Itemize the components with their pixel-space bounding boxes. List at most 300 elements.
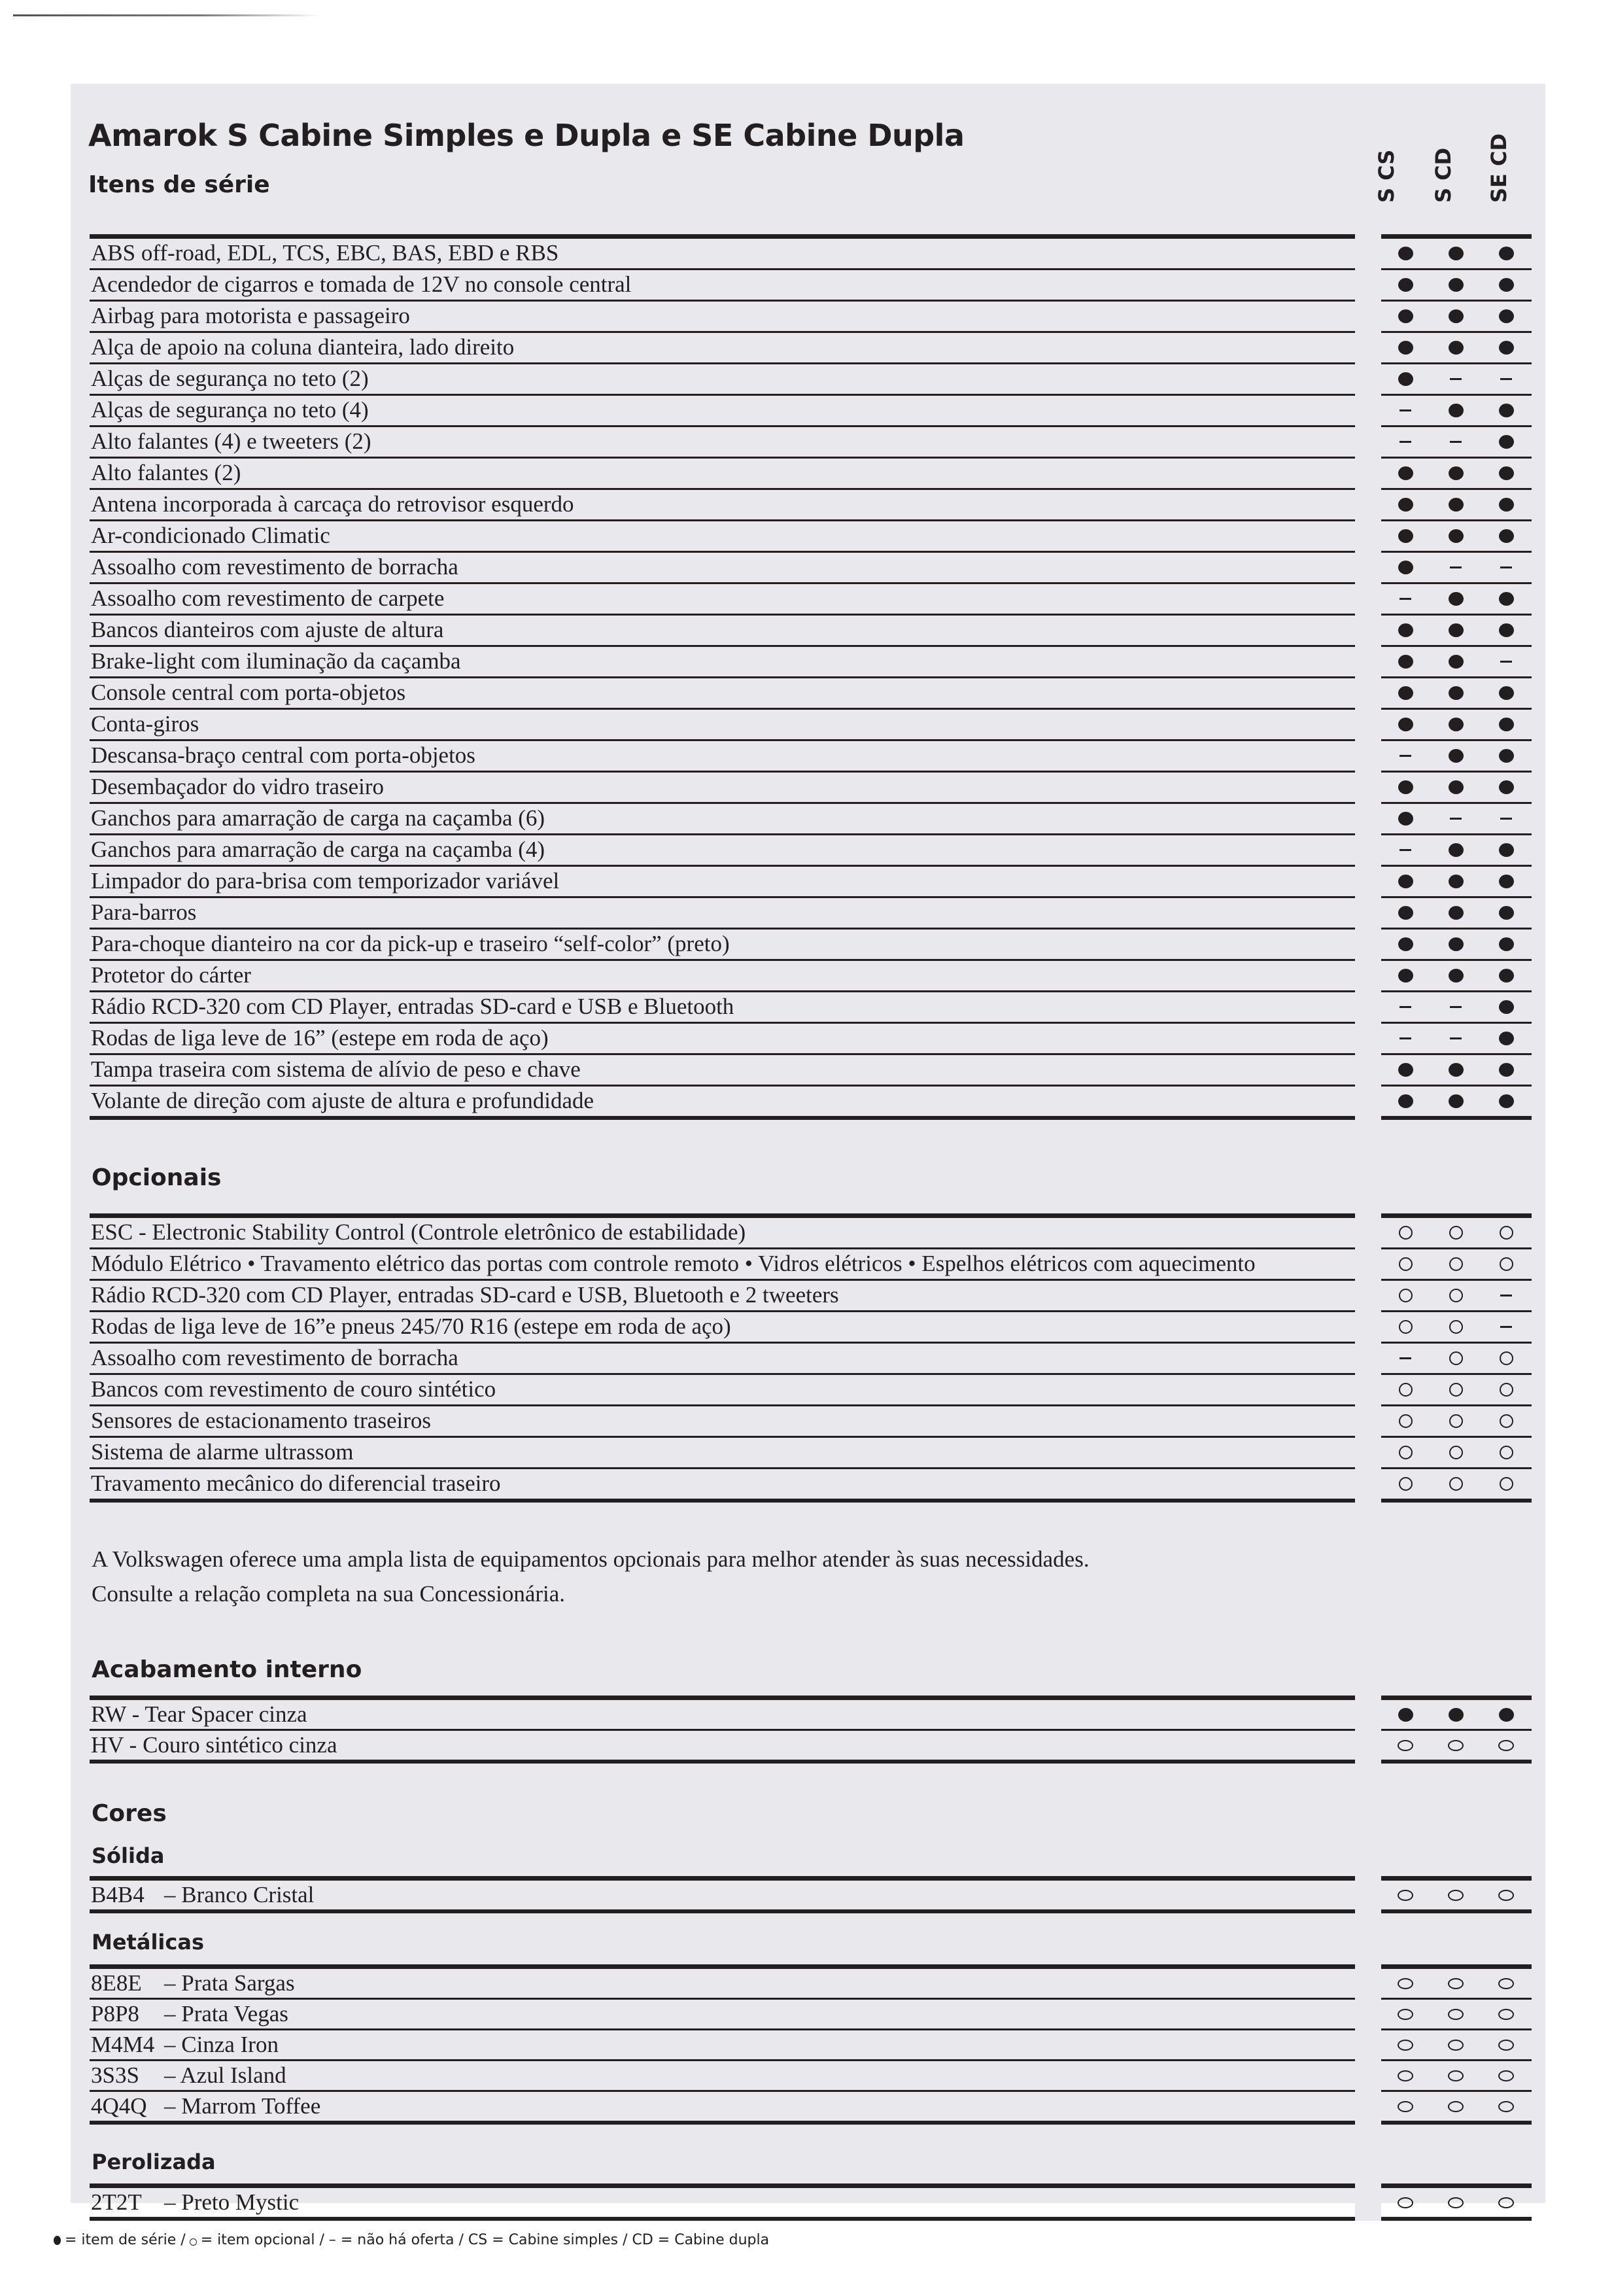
optional-ring-icon bbox=[1396, 1885, 1415, 1905]
column-header-label: S CS bbox=[1374, 149, 1399, 203]
standard-items-table bbox=[90, 234, 1532, 1120]
column-gap bbox=[1355, 333, 1381, 364]
row-label: Airbag para motorista e passageiro bbox=[91, 303, 410, 329]
colors-pearl-table bbox=[90, 2183, 1532, 2221]
standard-dot-glyph bbox=[1499, 341, 1514, 355]
standard-dot-glyph bbox=[1398, 906, 1413, 920]
availability-marks bbox=[1381, 778, 1532, 797]
optional-ring-glyph bbox=[1498, 1740, 1514, 1751]
availability-marks bbox=[1381, 872, 1532, 892]
availability-marks bbox=[1381, 1255, 1532, 1274]
standard-dot-icon bbox=[1446, 589, 1466, 609]
row-label: Protetor do cárter bbox=[91, 962, 251, 988]
column-gap bbox=[1355, 804, 1381, 835]
table-top-rule bbox=[90, 1964, 1532, 1969]
table-row bbox=[90, 427, 1532, 459]
optional-ring-glyph bbox=[1498, 2197, 1514, 2208]
availability-marks bbox=[1381, 809, 1532, 829]
optional-note bbox=[92, 1542, 1090, 1611]
standard-dot-glyph bbox=[1449, 623, 1464, 637]
row-label: Brake-light com iluminação da caçamba bbox=[91, 648, 461, 674]
column-gap bbox=[1355, 616, 1381, 647]
table-row bbox=[90, 1218, 1532, 1249]
standard-dot-glyph bbox=[1398, 875, 1413, 888]
availability-marks bbox=[1381, 715, 1532, 735]
standard-dot-glyph bbox=[1499, 466, 1514, 480]
standard-dot-icon bbox=[1446, 872, 1466, 892]
optional-ring-icon bbox=[1496, 2066, 1516, 2085]
section-title-standard: Itens de série bbox=[88, 171, 270, 198]
table-row bbox=[90, 2030, 1532, 2061]
standard-dot-icon bbox=[1446, 1060, 1466, 1080]
not-offered-dash-glyph bbox=[1399, 598, 1411, 600]
rule-segment bbox=[1381, 1696, 1532, 1700]
standard-dot-icon bbox=[1396, 966, 1415, 986]
legend-standard-text: = item de série / bbox=[65, 2232, 186, 2248]
row-label: Alças de segurança no teto (2) bbox=[91, 366, 369, 392]
table-row bbox=[90, 239, 1532, 270]
standard-dot-icon bbox=[1496, 621, 1516, 640]
not-offered-dash-glyph bbox=[1399, 755, 1411, 757]
column-gap bbox=[1355, 647, 1381, 678]
table-top-rule bbox=[90, 1876, 1532, 1881]
optional-ring-icon bbox=[1446, 1443, 1466, 1463]
standard-dot-glyph bbox=[1499, 718, 1514, 731]
not-offered-dash-icon bbox=[1446, 432, 1466, 452]
column-gap bbox=[1355, 396, 1381, 427]
optional-ring-icon bbox=[1496, 1474, 1516, 1494]
standard-dot-icon bbox=[1496, 684, 1516, 703]
not-offered-dash-icon bbox=[1446, 1029, 1466, 1049]
table-row bbox=[90, 616, 1532, 647]
column-gap bbox=[1355, 302, 1381, 333]
colors-solid-table bbox=[90, 1876, 1532, 1913]
column-gap bbox=[1355, 1375, 1381, 1406]
color-name: – Azul Island bbox=[164, 2062, 286, 2088]
optional-ring-icon bbox=[1446, 2035, 1466, 2055]
row-label: Desembaçador do vidro traseiro bbox=[91, 774, 385, 800]
table-row bbox=[90, 1881, 1532, 1913]
optional-ring-icon bbox=[1446, 1735, 1466, 1755]
availability-marks bbox=[1381, 841, 1532, 860]
optional-ring-glyph bbox=[1448, 2040, 1464, 2051]
column-gap bbox=[1355, 521, 1381, 553]
optional-ring-icon bbox=[1396, 2096, 1415, 2116]
standard-dot-icon bbox=[1496, 275, 1516, 295]
standard-dot-icon bbox=[1496, 715, 1516, 735]
table-row bbox=[90, 992, 1532, 1024]
optional-ring-icon bbox=[1396, 1380, 1415, 1400]
optional-ring-icon bbox=[1396, 1223, 1415, 1243]
row-label: Para-choque dianteiro na cor da pick-up e traseiro “self-color” (preto) bbox=[91, 931, 730, 957]
optional-ring-glyph bbox=[1498, 2040, 1514, 2051]
optional-ring-glyph bbox=[1448, 1890, 1464, 1901]
availability-marks bbox=[1381, 1735, 1532, 1755]
table-top-rule bbox=[90, 1213, 1532, 1218]
optional-ring-glyph bbox=[1399, 1414, 1413, 1428]
not-offered-dash-glyph bbox=[1500, 661, 1512, 663]
availability-marks bbox=[1381, 2035, 1532, 2055]
table-row bbox=[90, 364, 1532, 396]
column-gap bbox=[1355, 961, 1381, 992]
optional-ring-icon bbox=[1396, 2066, 1415, 2085]
optional-ring-icon bbox=[1396, 1443, 1415, 1463]
optional-ring-glyph bbox=[1448, 2197, 1464, 2208]
availability-marks bbox=[1381, 464, 1532, 483]
standard-dot-icon bbox=[1396, 715, 1415, 735]
availability-marks bbox=[1381, 966, 1532, 986]
standard-dot-icon bbox=[1396, 275, 1415, 295]
not-offered-dash-icon bbox=[1446, 809, 1466, 829]
standard-dot-icon bbox=[1396, 244, 1415, 264]
standard-dot-glyph bbox=[1398, 278, 1413, 292]
color-name: – Marrom Toffee bbox=[164, 2093, 321, 2119]
table-top-rule bbox=[90, 2183, 1532, 2188]
standard-dot-icon bbox=[1496, 432, 1516, 452]
standard-dot-icon bbox=[1396, 338, 1415, 358]
legend-optional-text: = item opcional / – = não há oferta / CS = Cabine simples / CD = Cabine dupla bbox=[200, 2232, 770, 2248]
optional-ring-glyph bbox=[1449, 1257, 1463, 1271]
optional-ring-glyph bbox=[1399, 1383, 1413, 1397]
color-code: B4B4 bbox=[91, 1881, 145, 1907]
standard-dot-icon bbox=[1446, 652, 1466, 672]
standard-dot-glyph bbox=[1398, 718, 1413, 731]
availability-marks bbox=[1381, 244, 1532, 264]
table-row bbox=[90, 490, 1532, 521]
table-row bbox=[90, 741, 1532, 773]
not-offered-dash-glyph bbox=[1450, 818, 1462, 820]
optional-ring-glyph bbox=[1449, 1289, 1463, 1302]
not-offered-dash-icon bbox=[1396, 401, 1415, 421]
optional-items-table bbox=[90, 1213, 1532, 1503]
rule-segment bbox=[1381, 1876, 1532, 1881]
optional-ring-glyph bbox=[1398, 2040, 1413, 2051]
optional-ring-icon bbox=[1446, 1317, 1466, 1337]
optional-ring-glyph bbox=[1398, 1890, 1413, 1901]
row-label: Tampa traseira com sistema de alívio de peso e chave bbox=[91, 1056, 581, 1083]
availability-marks bbox=[1381, 621, 1532, 640]
standard-dot-icon bbox=[1396, 1705, 1415, 1724]
column-gap bbox=[1355, 459, 1381, 490]
column-gap bbox=[1355, 553, 1381, 584]
optional-ring-icon bbox=[1396, 1735, 1415, 1755]
optional-ring-icon bbox=[1496, 1885, 1516, 1905]
standard-dot-icon bbox=[1446, 527, 1466, 546]
availability-marks bbox=[1381, 432, 1532, 452]
standard-dot-icon bbox=[1496, 841, 1516, 860]
availability-marks bbox=[1381, 1380, 1532, 1400]
standard-dot-glyph bbox=[1398, 623, 1413, 637]
standard-dot-glyph bbox=[1499, 278, 1514, 292]
row-label: Travamento mecânico do diferencial traseiro bbox=[91, 1470, 501, 1497]
standard-dot-icon bbox=[1446, 1705, 1466, 1724]
standard-dot-glyph bbox=[1449, 937, 1464, 951]
not-offered-dash-glyph bbox=[1399, 441, 1411, 443]
colors-group-title: Metálicas bbox=[92, 1930, 204, 1955]
column-gap bbox=[1355, 2092, 1381, 2125]
standard-dot-glyph bbox=[1499, 1708, 1514, 1722]
standard-dot-icon bbox=[1496, 244, 1516, 264]
standard-dot-glyph bbox=[1499, 969, 1514, 983]
standard-dot-glyph bbox=[1499, 623, 1514, 637]
standard-dot-icon bbox=[1396, 652, 1415, 672]
availability-marks bbox=[1381, 1029, 1532, 1049]
standard-dot-icon bbox=[1396, 872, 1415, 892]
optional-ring-icon bbox=[1396, 1255, 1415, 1274]
column-gap bbox=[1355, 992, 1381, 1024]
availability-marks bbox=[1381, 558, 1532, 578]
standard-dot-glyph bbox=[1398, 969, 1413, 983]
availability-marks bbox=[1381, 998, 1532, 1017]
column-gap bbox=[1355, 584, 1381, 616]
optional-ring-icon bbox=[1446, 1474, 1466, 1494]
standard-dot-icon bbox=[1446, 1092, 1466, 1111]
table-row bbox=[90, 584, 1532, 616]
standard-dot-glyph bbox=[1449, 466, 1464, 480]
row-label: ABS off-road, EDL, TCS, EBC, BAS, EBD e RBS bbox=[91, 240, 559, 266]
standard-dot-glyph bbox=[1449, 1063, 1464, 1077]
table-row bbox=[90, 647, 1532, 678]
table-row bbox=[90, 1024, 1532, 1055]
table-row bbox=[90, 1731, 1532, 1764]
standard-dot-glyph bbox=[1449, 247, 1464, 260]
colors-group-title: Sólida bbox=[92, 1843, 165, 1868]
standard-dot-icon bbox=[1446, 684, 1466, 703]
optional-ring-icon bbox=[1446, 1885, 1466, 1905]
column-header-label: S CD bbox=[1431, 147, 1456, 203]
not-offered-dash-icon bbox=[1446, 558, 1466, 578]
color-code: 4Q4Q bbox=[91, 2093, 147, 2119]
column-gap bbox=[1355, 930, 1381, 961]
optional-ring-glyph bbox=[1498, 2101, 1514, 2112]
optional-ring-glyph bbox=[1399, 1257, 1413, 1271]
column-gap bbox=[1355, 2188, 1381, 2221]
availability-marks bbox=[1381, 1474, 1532, 1494]
standard-dot-glyph bbox=[1398, 812, 1413, 826]
standard-dot-glyph bbox=[1449, 843, 1464, 857]
not-offered-dash-glyph bbox=[1399, 849, 1411, 851]
standard-dot-icon bbox=[1446, 966, 1466, 986]
standard-dot-glyph bbox=[1449, 686, 1464, 700]
note-line: Consulte a relação completa na sua Concessionária. bbox=[92, 1580, 566, 1607]
standard-dot-glyph bbox=[1449, 1708, 1464, 1722]
table-row bbox=[90, 930, 1532, 961]
standard-dot-icon bbox=[1496, 966, 1516, 986]
column-gap bbox=[1355, 741, 1381, 773]
standard-dot-glyph bbox=[1449, 498, 1464, 512]
table-row bbox=[90, 2092, 1532, 2125]
table-row bbox=[90, 835, 1532, 867]
rule-segment bbox=[90, 1213, 1355, 1218]
color-code: 3S3S bbox=[91, 2062, 139, 2088]
standard-dot-glyph bbox=[1499, 247, 1514, 260]
color-code: 2T2T bbox=[91, 2189, 142, 2215]
not-offered-dash-icon bbox=[1496, 558, 1516, 578]
standard-dot-glyph bbox=[1398, 937, 1413, 951]
row-label: Rádio RCD-320 com CD Player, entradas SD-card e USB, Bluetooth e 2 tweeters bbox=[91, 1282, 839, 1308]
table-row bbox=[90, 521, 1532, 553]
standard-dot-glyph bbox=[1449, 341, 1464, 355]
table-row bbox=[90, 1087, 1532, 1120]
row-label: Descansa-braço central com porta-objetos bbox=[91, 742, 475, 769]
row-label bbox=[90, 2032, 1355, 2058]
standard-dot-glyph bbox=[1398, 372, 1413, 386]
availability-marks bbox=[1381, 275, 1532, 295]
optional-ring-icon bbox=[1446, 1412, 1466, 1431]
row-label: Módulo Elétrico • Travamento elétrico das portas com controle remoto • Vidros elétricos • Espelhos elétricos com aquecimento bbox=[91, 1251, 1256, 1277]
row-label: Ganchos para amarração de carga na caçamba (6) bbox=[91, 805, 545, 831]
standard-dot-icon bbox=[1396, 495, 1415, 515]
color-name: – Prata Vegas bbox=[164, 2000, 288, 2026]
optional-ring-icon bbox=[1396, 1412, 1415, 1431]
rule-segment bbox=[90, 234, 1355, 239]
standard-dot-glyph bbox=[1449, 655, 1464, 669]
row-label bbox=[90, 2189, 1355, 2216]
availability-marks bbox=[1381, 1286, 1532, 1306]
optional-ring-glyph bbox=[1449, 1226, 1463, 1240]
row-label bbox=[90, 2093, 1355, 2119]
standard-dot-icon bbox=[1446, 715, 1466, 735]
optional-ring-icon bbox=[1396, 1317, 1415, 1337]
row-label bbox=[90, 1882, 1355, 1908]
table-row bbox=[90, 1055, 1532, 1087]
optional-ring-icon bbox=[1396, 1474, 1415, 1494]
standard-dot-icon bbox=[1446, 778, 1466, 797]
not-offered-dash-glyph bbox=[1500, 1295, 1512, 1296]
table-row bbox=[90, 2061, 1532, 2092]
standard-dot-icon bbox=[1496, 935, 1516, 954]
color-name: – Prata Sargas bbox=[164, 1970, 295, 1996]
standard-dot-icon bbox=[1496, 527, 1516, 546]
not-offered-dash-icon bbox=[1396, 998, 1415, 1017]
table-top-rule bbox=[90, 1696, 1532, 1700]
standard-dot-icon bbox=[1446, 746, 1466, 766]
row-label: Alto falantes (4) e tweeters (2) bbox=[91, 428, 371, 455]
optional-ring-icon bbox=[1496, 1412, 1516, 1431]
optional-ring-icon bbox=[1396, 2193, 1415, 2212]
optional-ring-glyph bbox=[1399, 1289, 1413, 1302]
optional-ring-glyph bbox=[1449, 1414, 1463, 1428]
row-label: Alto falantes (2) bbox=[91, 460, 241, 486]
column-gap bbox=[1355, 867, 1381, 898]
standard-dot-glyph bbox=[1499, 749, 1514, 763]
standard-dot-glyph bbox=[1499, 686, 1514, 700]
standard-dot-glyph bbox=[1398, 529, 1413, 543]
optional-ring-icon bbox=[1396, 1974, 1415, 1993]
standard-dot-glyph bbox=[1499, 529, 1514, 543]
standard-dot-glyph bbox=[1398, 655, 1413, 669]
standard-dot-icon bbox=[1496, 778, 1516, 797]
optional-ring-glyph bbox=[1498, 1890, 1514, 1901]
row-label: Sistema de alarme ultrassom bbox=[91, 1439, 354, 1465]
optional-ring-glyph bbox=[1498, 2070, 1514, 2081]
table-row bbox=[90, 710, 1532, 741]
standard-dot-icon bbox=[1496, 495, 1516, 515]
rule-segment bbox=[1381, 234, 1532, 239]
standard-dot-glyph bbox=[1398, 247, 1413, 260]
not-offered-dash-glyph bbox=[1450, 378, 1462, 380]
not-offered-dash-glyph bbox=[1399, 1037, 1411, 1039]
column-gap bbox=[1355, 1969, 1381, 2000]
optional-ring-icon bbox=[1496, 1974, 1516, 1993]
not-offered-dash-glyph bbox=[1500, 566, 1512, 568]
availability-marks bbox=[1381, 1412, 1532, 1431]
not-offered-dash-icon bbox=[1396, 746, 1415, 766]
column-gap bbox=[1355, 364, 1381, 396]
availability-marks bbox=[1381, 589, 1532, 609]
rule-segment bbox=[1355, 1696, 1381, 1700]
table-row bbox=[90, 2000, 1532, 2030]
standard-dot-glyph bbox=[1449, 592, 1464, 606]
standard-dot-icon bbox=[1496, 464, 1516, 483]
not-offered-dash-glyph bbox=[1500, 818, 1512, 820]
column-gap bbox=[1355, 1469, 1381, 1503]
not-offered-dash-icon bbox=[1396, 432, 1415, 452]
standard-dot-glyph bbox=[1398, 1708, 1413, 1722]
optional-ring-glyph bbox=[1399, 1477, 1413, 1491]
standard-dot-icon bbox=[1496, 1060, 1516, 1080]
standard-dot-glyph bbox=[1449, 278, 1464, 292]
rule-segment bbox=[1381, 1964, 1532, 1969]
optional-ring-glyph bbox=[1449, 1351, 1463, 1365]
standard-dot-glyph bbox=[1499, 404, 1514, 417]
standard-dot-icon bbox=[1446, 495, 1466, 515]
optional-ring-glyph bbox=[1500, 1226, 1513, 1240]
row-label: Ar-condicionado Climatic bbox=[91, 523, 330, 549]
optional-ring-icon bbox=[1496, 1223, 1516, 1243]
column-gap bbox=[1355, 1881, 1381, 1913]
availability-marks bbox=[1381, 2004, 1532, 2024]
optional-ring-icon bbox=[1496, 2035, 1516, 2055]
standard-dot-icon bbox=[1396, 684, 1415, 703]
not-offered-dash-icon bbox=[1446, 998, 1466, 1017]
standard-dot-icon bbox=[1446, 338, 1466, 358]
availability-marks bbox=[1381, 527, 1532, 546]
standard-dot-glyph bbox=[1398, 1094, 1413, 1108]
table-row bbox=[90, 270, 1532, 302]
table-row bbox=[90, 302, 1532, 333]
table-row bbox=[90, 898, 1532, 930]
table-row bbox=[90, 1344, 1532, 1375]
row-label bbox=[90, 2001, 1355, 2027]
standard-dot-icon bbox=[1446, 464, 1466, 483]
availability-marks bbox=[1381, 935, 1532, 954]
optional-ring-glyph bbox=[1449, 1446, 1463, 1459]
standard-dot-icon bbox=[1396, 307, 1415, 326]
optional-ring-glyph bbox=[1399, 1320, 1413, 1334]
not-offered-dash-icon bbox=[1496, 652, 1516, 672]
optional-ring-glyph bbox=[1399, 1226, 1413, 1240]
table-row bbox=[90, 1700, 1532, 1731]
column-gap bbox=[1355, 1344, 1381, 1375]
standard-dot-icon bbox=[1446, 275, 1466, 295]
table-row bbox=[90, 1969, 1532, 2000]
optional-ring-glyph bbox=[1500, 1414, 1513, 1428]
column-header-s-cs bbox=[1367, 124, 1406, 203]
optional-ring-icon bbox=[1446, 1349, 1466, 1368]
column-gap bbox=[1355, 490, 1381, 521]
row-label bbox=[90, 2062, 1355, 2089]
standard-dot-glyph bbox=[1398, 309, 1413, 323]
row-label: Assoalho com revestimento de borracha bbox=[91, 554, 458, 580]
availability-marks bbox=[1381, 684, 1532, 703]
availability-marks bbox=[1381, 2066, 1532, 2085]
not-offered-dash-icon bbox=[1396, 1349, 1415, 1368]
standard-dot-glyph bbox=[1398, 466, 1413, 480]
column-gap bbox=[1355, 710, 1381, 741]
optional-ring-icon bbox=[1496, 2096, 1516, 2116]
row-label: Alças de segurança no teto (4) bbox=[91, 397, 369, 423]
